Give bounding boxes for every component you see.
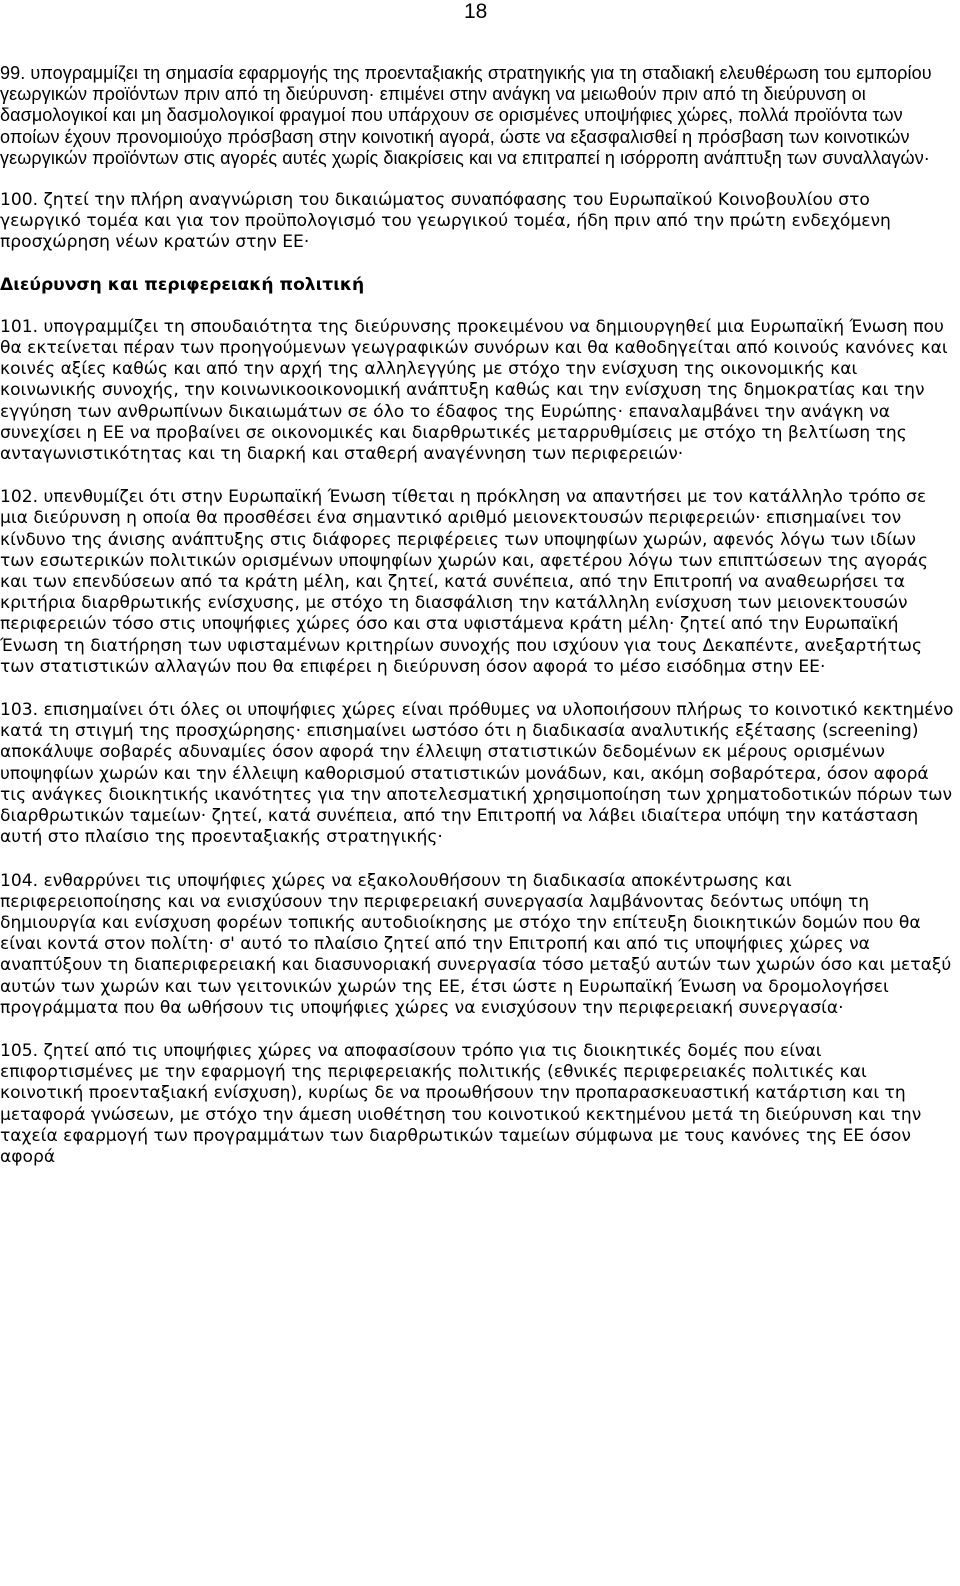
paragraph-99: 99. υπογραμμίζει τη σημασία εφαρμογής της προενταξιακής στρατηγικής για τη σταδιακή ελευθέρωση του εμπορίου γεωργικών προϊόντων πριν από τη διεύρυνση· επιμένει στην ανάγκη να μειωθούν πριν από τη διεύρυνση οι δασμολογικοί και μη δασμολογικοί φραγμοί που υπάρχουν σε ορισμένες υποψήφιες χώρες, πολλά προϊόντα των οποίων έχουν προνομιούχο πρόσβαση στην κοινοτική αγορά, ώστε να εξασφαλισθεί η πρόσβαση των κοινοτικών γεωργικών προϊόντων στις αγορές αυτές χωρίς διακρίσεις και να επιτραπεί η ισόρροπη ανάπτυξη των συναλλαγών· — [0, 63, 932, 168]
paragraph-103: 103. επισημαίνει ότι όλες οι υποψήφιες χώρες είναι πρόθυμες να υλοποιήσουν πλήρως το κοινοτικό κεκτημένο κατά τη στιγμή της προσχώρησης· επισημαίνει ωστόσο ότι η διαδικασία αναλυτικής εξέτασης (screening) αποκάλυψε σοβαρές αδυναμίες όσον αφορά την έλλειψη στατιστικών δεδομένων εκ μέρους ορισμένων υποψηφίων χωρών και την έλλειψη καθορισμού στατιστικών μονάδων, και, ακόμη σοβαρότερα, όσον αφορά τις ανάγκες διοικητικής ικανότητες για την αποτελεσματική χρησιμοποίηση των χρηματοδοτικών πόρων των διαρθρωτικών ταμείων· ζητεί, κατά συνέπεια, από την Επιτροπή να λάβει ιδιαίτερα υπόψη την κατάσταση αυτή στο πλαίσιο της προενταξιακής στρατηγικής· — [0, 700, 954, 848]
paragraph-102: 102. υπενθυμίζει ότι στην Ευρωπαϊκή Ένωση τίθεται η πρόκληση να απαντήσει με τον κατάλληλο τρόπο σε μια διεύρυνση η οποία θα προσθέσει ένα σημαντικό αριθμό μειονεκτουσών περιφερειών· επισημαίνει τον κίνδυνο της άνισης ανάπτυξης στις διάφορες περιφέρειες των υποψηφίων χωρών, αφενός λόγω των ιδίων των εσωτερικών πολιτικών ορισμένων υποψηφίων χωρών και, αφετέρου λόγω των επιπτώσεων της αγοράς και των επενδύσεων από τα κράτη μέλη, και ζητεί, κατά συνέπεια, από την Επιτροπή να αναθεωρήσει τα κριτήρια διαρθρωτικής ενίσχυσης, με στόχο τη διασφάλιση την κατάλληλη ενίσχυση των μειονεκτουσών περιφερειών τόσο στις υποψήφιες χώρες όσο και στα υφιστάμενα κράτη μέλη· ζητεί από την Ευρωπαϊκή Ένωση τη διατήρηση των υφισταμένων κριτηρίων συνοχής που ισχύουν για τους Δεκαπέντε, ανεξαρτήτως των στατιστικών αλλαγών που θα επιφέρει η διεύρυνση όσον αφορά το μέσο εισόδημα στην ΕΕ· — [0, 487, 929, 677]
page-number: 18 — [464, 0, 488, 23]
paragraph-105: 105. ζητεί από τις υποψήφιες χώρες να αποφασίσουν τρόπο για τις διοικητικές δομές που είναι επιφορτισμένες με την εφαρμογή της περιφερειακής πολιτικής (εθνικές περιφερειακές πολιτικές και κοινοτική προενταξιακή ενίσχυση), κυρίως δε να προωθήσουν την προπαρασκευαστική κατάρτιση και τη μεταφορά γνώσεων, με στόχο την άμεση υιοθέτηση του κοινοτικού κεκτημένου μετά τη διεύρυνση και την ταχεία εφαρμογή των προγραμμάτων των διαρθρωτικών ταμείων σύμφωνα με τους κανόνες της ΕΕ όσον αφορά — [0, 1040, 922, 1167]
paragraph-104: 104. ενθαρρύνει τις υποψήφιες χώρες να εξακολουθήσουν τη διαδικασία αποκέντρωσης και περιφερειοποίησης και να ενισχύσουν την περιφερειακή συνεργασία λαμβάνοντας δεόντως υπόψη τη δημιουργία και ενίσχυση φορέων τοπικής αυτοδιοίκησης με στόχο την επίτευξη διοικητικών δομών που θα είναι κοντά στον πολίτη· σ' αυτό το πλαίσιο ζητεί από την Επιτροπή και από τις υποψήφιες χώρες να αναπτύξουν τη διαπεριφερειακή και διασυνοριακή συνεργασία τόσο μεταξύ αυτών των χωρών όσο και μεταξύ αυτών των χωρών και των γειτονικών χωρών της ΕΕ, έτσι ώστε η Ευρωπαϊκή Ένωση να δρομολογήσει προγράμματα που θα ωθήσουν τις υποψήφιες χώρες να ενισχύσουν την περιφερειακή συνεργασία· — [0, 870, 952, 1018]
paragraph-101: 101. υπογραμμίζει τη σπουδαιότητα της διεύρυνσης προκειμένου να δημιουργηθεί μια Ευρωπαϊκή Ένωση που θα εκτείνεται πέραν των προηγούμενων γεωγραφικών συνόρων και θα καθοδηγείται από κοινούς κανόνες και κοινές αξίες καθώς και από την αρχή της αλληλεγγύης με στόχο την ενίσχυση της οικονομικής και κοινωνικής συνοχής, την κοινωνικοοικονομική ανάπτυξη καθώς και την ενίσχυση της δημοκρατίας και την εγγύηση των ανθρωπίνων δικαιωμάτων σε όλο το έδαφος της Ευρώπης· επαναλαμβάνει την ανάγκη να συνεχίσει η ΕΕ να προβαίνει σε οικονομικές και διαρθρωτικές μεταρρυθμίσεις με στόχο τη βελτίωση της ανταγωνιστικότητας και τη διαρκή και σταθερή αναγέννηση των περιφερειών· — [0, 316, 948, 465]
section-heading: Διεύρυνση και περιφερειακή πολιτική — [0, 274, 365, 295]
document-body — [0, 63, 955, 1168]
paragraph-100: 100. ζητεί την πλήρη αναγνώριση του δικαιώματος συναπόφασης του Ευρωπαϊκού Κοινοβουλίου στο γεωργικό τομέα και για τον προϋπολογισμό του γεωργικού τομέα, ήδη πριν από την πρώτη ενδεχόμενη προσχώρηση νέων κρατών στην ΕΕ· — [0, 190, 891, 253]
